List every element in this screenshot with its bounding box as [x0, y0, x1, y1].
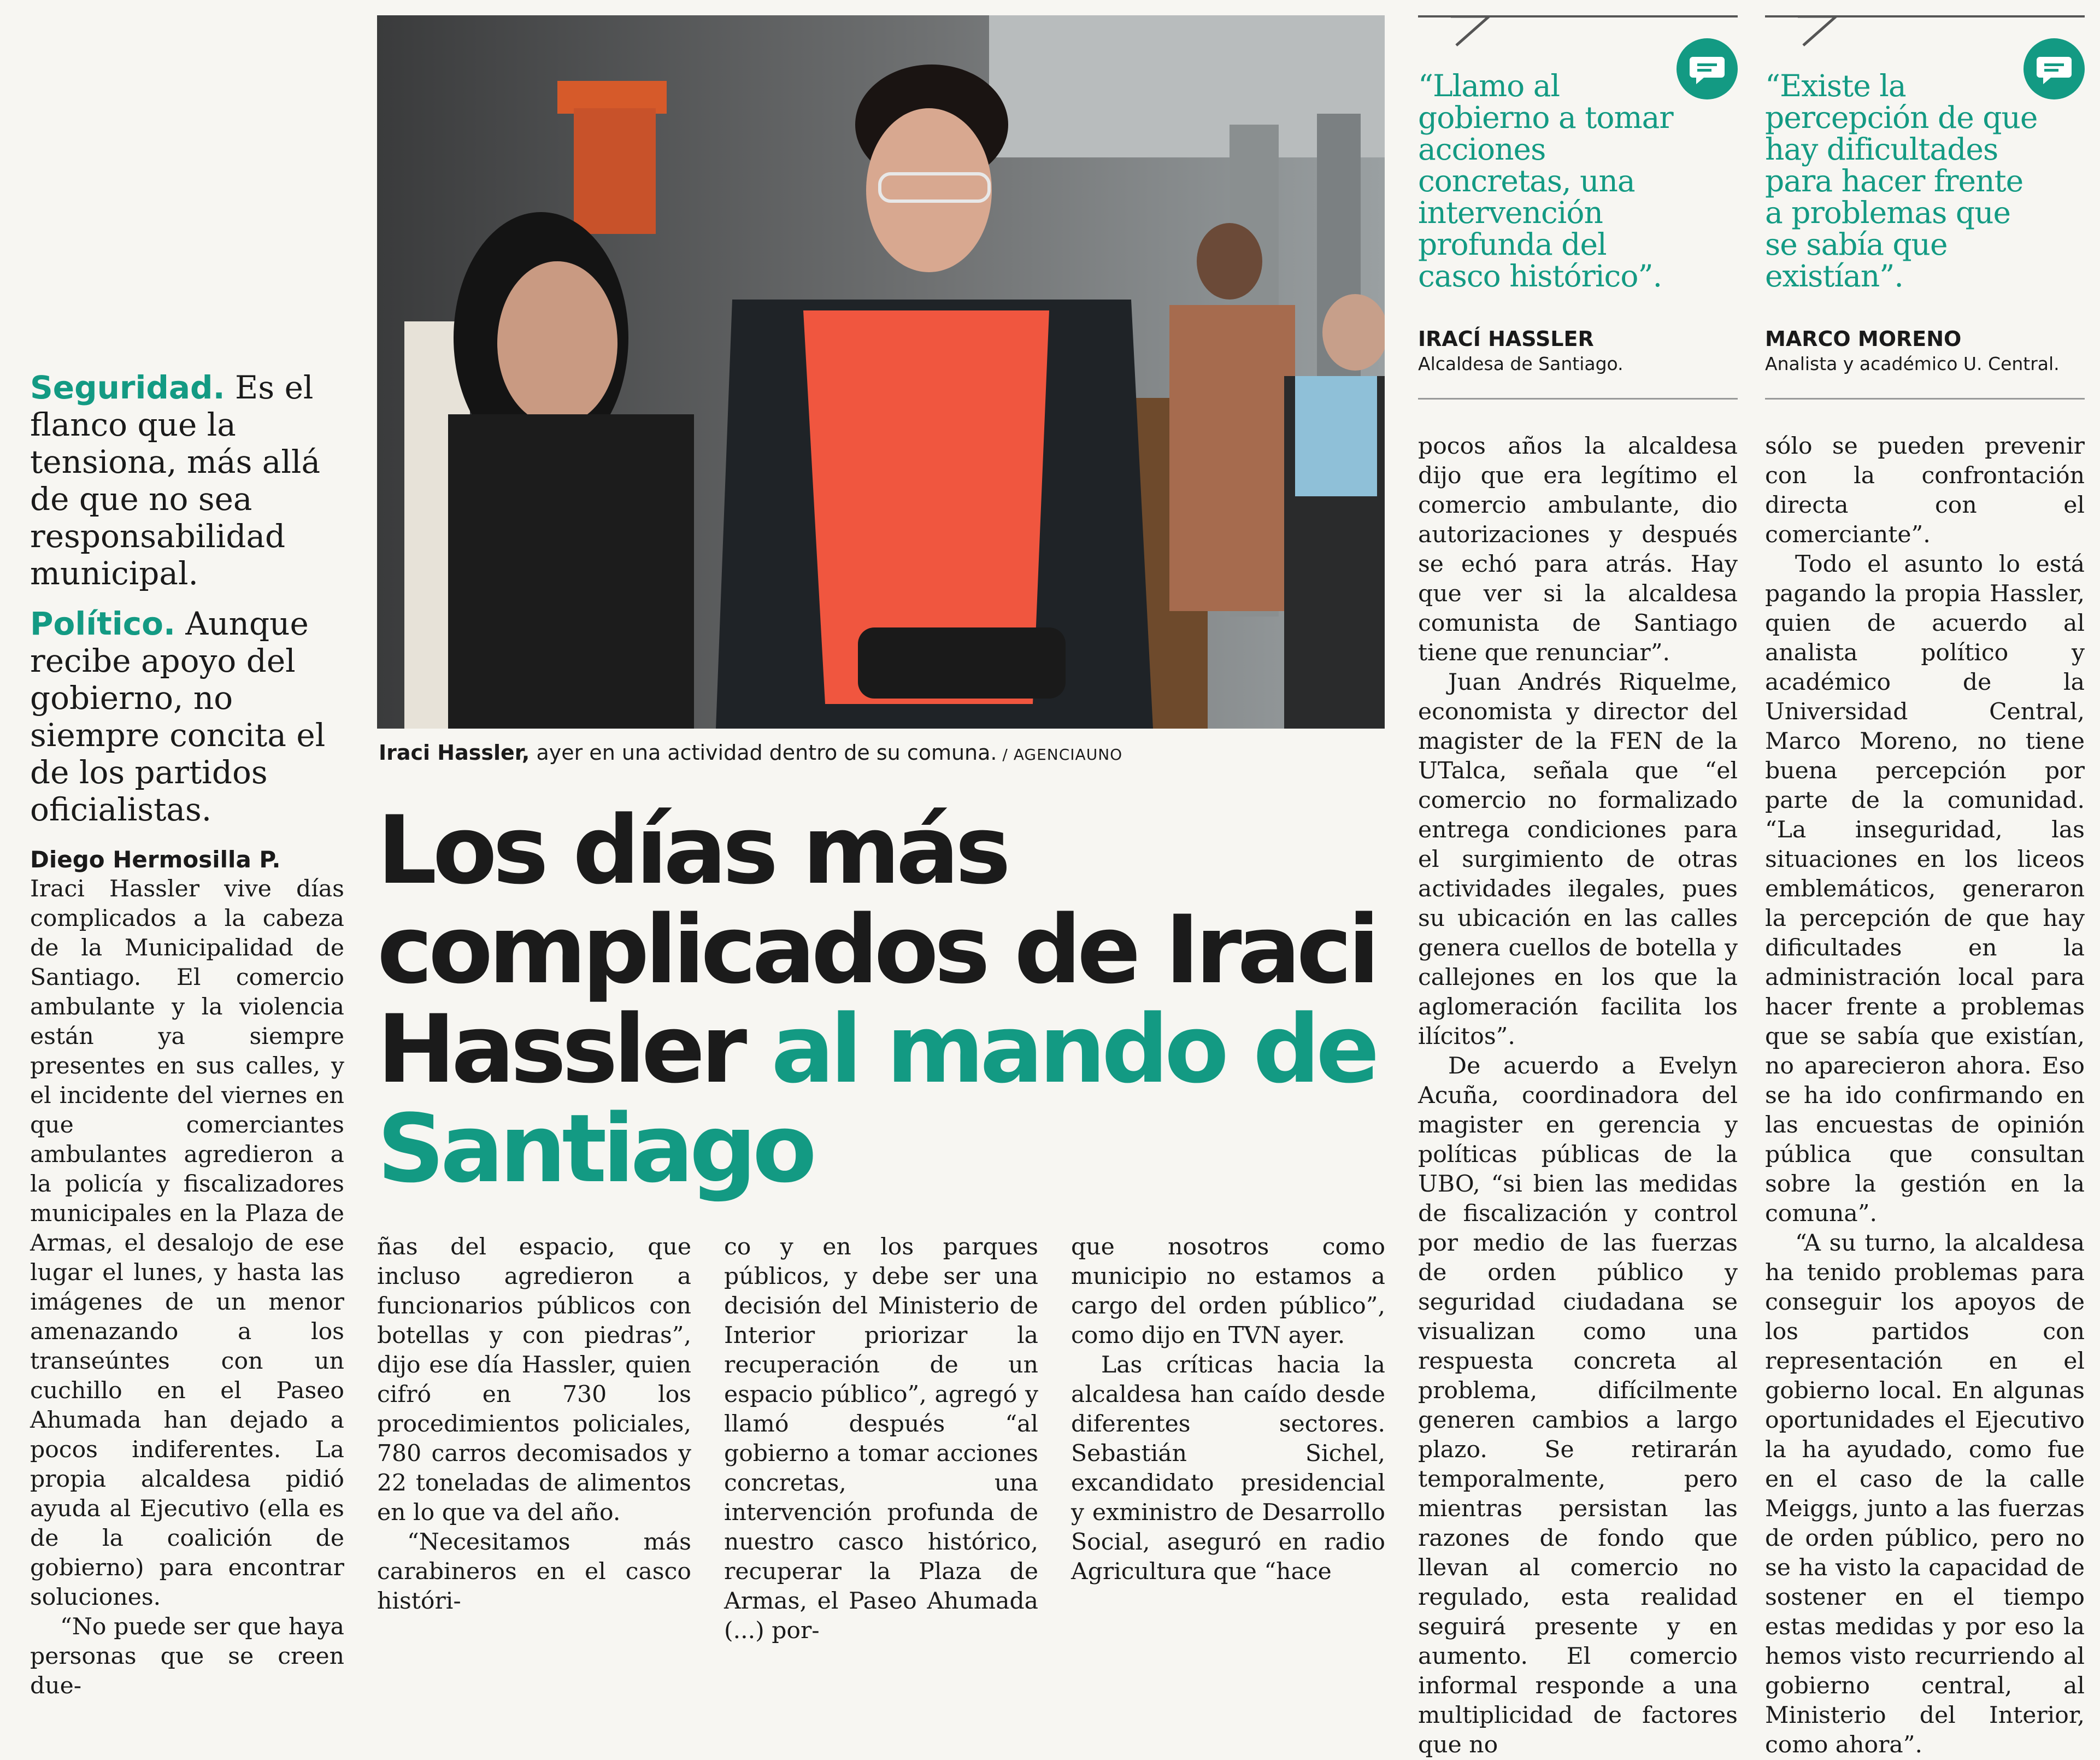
byline: Diego Hermosilla P.: [30, 846, 281, 873]
quote-tail-marker: [1451, 15, 1495, 48]
paragraph: De acuerdo a Evelyn Acuña, coordinadora del magister en gerencia y políticas públicas de la UBO, “si bien las medidas de fiscalización y control por medio de las fuerzas de orden público y seguridad ciudadana se visualizan como una respuesta concreta al problema, difícilmente generen cambios a largo plazo. Se retirarán temporalmente, pero mientras persistan las razones de fondo que llevan al comercio no regulado, esta realidad seguirá presente y en aumento. El comercio informal responde a una multiplicidad de factores que no: [1418, 1053, 1738, 1758]
caption-name: Iraci Hassler,: [379, 741, 530, 765]
brief-text: Es el flanco que la tensiona, más allá de que no sea responsabilidad municipal.: [30, 369, 321, 592]
quote-bottom-rule: [1418, 398, 1738, 400]
brief-keyword: Seguridad.: [30, 369, 225, 406]
quote-box-moreno: [1765, 15, 2085, 403]
paragraph: “A su turno, la alcaldesa ha tenido problemas para conseguir los apoyos de los partidos con representación en el gobierno local. En algunas oportunidades el Ejecutivo la ha ayudado, como fue en el caso de la calle Meiggs, junto a las fuerzas de orden público, pero no se ha visto la capacidad de sostener en el tiempo estas medidas y por eso la hemos visto recurriendo al gobierno central, al Ministerio del Interior, como ahora”.: [1765, 1230, 2085, 1758]
caption-text: ayer en una actividad dentro de su comuna.: [530, 741, 997, 765]
paragraph: sólo se pueden prevenir con la confrontación directa con el comerciante”.: [1765, 433, 2085, 548]
quote-bottom-rule: [1765, 398, 2085, 400]
paragraph: co y en los parques públicos, y debe ser una decisión del Ministerio de Interior priorizar la recuperación de un espacio público”, agregó y llamó después “al gobierno a tomar acciones concretas, una intervención profunda de nuestro casco histórico, recuperar la Plaza de Armas, el Paseo Ahumada (...) por-: [724, 1234, 1038, 1644]
brief-text: Aunque recibe apoyo del gobierno, no siempre concita el de los partidos oficialistas.: [30, 605, 326, 828]
article-photo: [377, 15, 1385, 729]
headline-main: Los días más complicados de Iraci Hassler: [377, 795, 1376, 1104]
quote-tail-marker: [1798, 15, 1842, 48]
article-column-2: [377, 1233, 691, 1616]
quote-text: “Llamo al gobierno a tomar acciones concretas, una intervención profunda del casco histórico”.: [1418, 68, 1673, 294]
brief-politico: [30, 605, 350, 828]
quote-speaker-name: IRACÍ HASSLER: [1418, 327, 1594, 351]
photo-illustration: [377, 15, 1385, 729]
article-column-6: [1765, 432, 2085, 1760]
headline: [377, 795, 1388, 1204]
article-column-5: [1418, 432, 1738, 1760]
article-column-1: [30, 875, 344, 1701]
paragraph: “No puede ser que haya personas que se creen due-: [30, 1614, 344, 1699]
quote-speaker-role: Alcaldesa de Santiago.: [1418, 353, 1623, 374]
paragraph: Juan Andrés Riquelme, economista y director del magister de la FEN de la UTalca, señala que “el comercio no formalizado entrega condiciones para el surgimiento de otras actividades ilegales, pues su ubicación en las calles genera cuellos de botella y callejones en los que la aglomeración facilita los ilícitos”.: [1418, 669, 1738, 1050]
article-column-4: [1071, 1233, 1385, 1587]
brief-keyword: Político.: [30, 605, 175, 642]
paragraph: que nosotros como municipio no estamos a cargo del orden público”, como dijo en TVN ayer.: [1071, 1234, 1385, 1349]
photo-credit: / AGENCIAUNO: [997, 746, 1123, 764]
quote-speaker-role: Analista y académico U. Central.: [1765, 353, 2060, 374]
quote-text: “Existe la percepción de que hay dificultades para hacer frente a problemas que se sabía que existían”.: [1765, 68, 2038, 294]
paragraph: Iraci Hassler vive días complicados a la cabeza de la Municipalidad de Santiago. El comercio ambulante y la violencia están ya siempre presentes en sus calles, y el incidente del viernes en que comerciantes ambulantes agredieron a la policía y fiscalizadores municipales en la Plaza de Armas, el desalojo de ese lugar el lunes, y hasta las imágenes de un menor amenazando a los transeúntes con un cuchillo en el Paseo Ahumada han dejado a pocos indiferentes. La propia alcaldesa pidió ayuda al Ejecutivo (ella es de la coalición de gobierno) para encontrar soluciones.: [30, 876, 344, 1611]
paragraph: “Necesitamos más carabineros en el casco históri-: [377, 1529, 691, 1615]
photo-caption: [379, 741, 1122, 765]
brief-seguridad: [30, 369, 350, 592]
quote-box-hassler: [1418, 15, 1738, 403]
headline-accent: al mando de Santiago: [377, 994, 1375, 1204]
paragraph: Las críticas hacia la alcaldesa han caído desde diferentes sectores. Sebastián Sichel, excandidato presidencial y exministro de Desarrollo Social, aseguró en radio Agricultura que “hace: [1071, 1352, 1385, 1585]
paragraph: pocos años la alcaldesa dijo que era legítimo el comercio ambulante, dio autorizaciones y después se echó para atrás. Hay que ver si la alcaldesa comunista de Santiago tiene que renunciar”.: [1418, 433, 1738, 666]
paragraph: Todo el asunto lo está pagando la propia Hassler, quien de acuerdo al analista político y académico de la Universidad Central, Marco Moreno, no tiene buena percepción por parte de la comunidad. “La inseguridad, las situaciones en los liceos emblemáticos, generaron la percepción de que hay dificultades en la administración local para hacer frente a problemas que se sabía que existían, no aparecieron ahora. Eso se ha ido confirmando en las encuestas de opinión pública que consultan sobre la gestión en la comuna”.: [1765, 551, 2085, 1227]
quote-speaker-name: MARCO MORENO: [1765, 327, 1962, 351]
paragraph: ñas del espacio, que incluso agredieron a funcionarios públicos con botellas y con piedras”, dijo ese día Hassler, quien cifró en 730 los procedimientos policiales, 780 carros decomisados y 22 toneladas de alimentos en lo que va del año.: [377, 1234, 691, 1526]
article-column-3: [724, 1233, 1038, 1646]
